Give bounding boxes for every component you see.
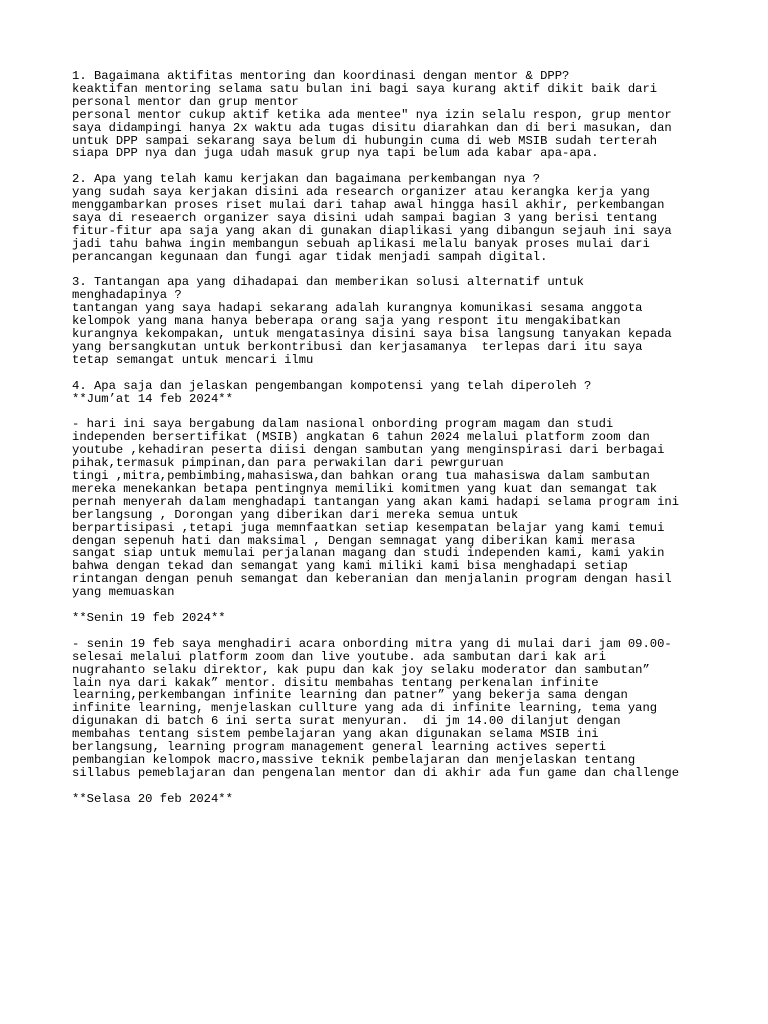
text-line: selesai melalui platform zoom dan live youtube. ada sambutan dari kak ari <box>72 649 606 664</box>
text-line: menggambarkan proses riset mulai dari tahap awal hingga hasil akhir, perkembangan <box>72 198 665 213</box>
text-line: independen bersertifikat (MSIB) angkatan 6 tahun 2024 melalui platform zoom dan <box>72 430 650 445</box>
text-line: digunakan di batch 6 ini serta surat menyuran. di jm 14.00 dilanjut dengan <box>72 714 621 729</box>
text-line: 4. Apa saja dan jelaskan pengembangan kompotensi yang telah diperoleh ? <box>72 378 592 393</box>
text-line: dengan sepenuh hati dan maksimal , Dengan semnagat yang diberikan kami merasa <box>72 533 636 548</box>
text-line: - hari ini saya bergabung dalam nasional onbording program magam dan studi <box>72 417 614 432</box>
heading-senin-19-feb <box>72 612 712 625</box>
text-line: berlangsung , Dorongan yang diberikan dari mereka semua untuk <box>72 507 519 522</box>
text-line: learning,perkembangan infinite learning dan patner” yang bekerja sama dengan <box>72 688 628 703</box>
text-line: yang memuaskan <box>72 585 175 600</box>
paragraph-question-1 <box>72 70 712 160</box>
text-line: kelompok yang mana hanya beberapa orang saja yang respont itu mengakibatkan <box>72 314 621 329</box>
document-page <box>72 70 712 818</box>
text-line: untuk DPP sampai sekarang saya belum di hubungin cuma di web MSIB sudah terterah <box>72 133 658 148</box>
text-line: perancangan kegunaan dan fungi agar tidak menjadi sampah digital. <box>72 249 548 264</box>
text-line: sangat siap untuk memulai perjalanan magang dan studi independen kami, kami yakin <box>72 546 665 561</box>
text-line: rintangan dengan penuh semangat dan keberanian dan menjalanin program dengan hasil <box>72 572 672 587</box>
text-line: pembangian kelompok macro,massive teknik pembelajaran dan menjelaskan tentang <box>72 752 636 767</box>
text-line: personal mentor cukup aktif ketika ada mentee" nya izin selalu respon, grup mentor <box>72 107 672 122</box>
text-line: **Jum’at 14 feb 2024** <box>72 391 233 406</box>
text-line: saya di reseaerch organizer saya disini udah sampai bagian 3 yang berisi tentang <box>72 210 658 225</box>
paragraph-question-2 <box>72 173 712 263</box>
text-line: **Senin 19 feb 2024** <box>72 610 226 625</box>
text-line: tantangan yang saya hadapi sekarang adalah kurangnya komunikasi sesama anggota <box>72 301 643 316</box>
paragraph-entry-19-feb <box>72 638 712 780</box>
heading-selasa-20-feb <box>72 793 712 806</box>
text-line: sillabus pemeblajaran dan pengenalan mentor dan di akhir ada fun game dan challenge <box>72 765 680 780</box>
text-line: 1. Bagaimana aktifitas mentoring dan koordinasi dengan mentor & DPP? <box>72 69 570 83</box>
text-line: nugrahanto selaku direktor, kak pupu dan kak joy selaku moderator dan sambutan” <box>72 662 650 677</box>
text-line: **Selasa 20 feb 2024** <box>72 791 233 806</box>
text-line: pernah menyerah dalam menghadapi tantangan yang akan kami hadapi selama program ini <box>72 494 680 509</box>
paragraph-entry-14-feb <box>72 418 712 599</box>
text-line: - senin 19 feb saya menghadiri acara onbording mitra yang di mulai dari jam 09.00- <box>72 636 672 651</box>
text-line: jadi tahu bahwa ingin membangun sebuah aplikasi melalu banyak proses mulai dari <box>72 236 650 251</box>
text-line: berpartisipasi ,tetapi juga memnfaatkan setiap kesempatan belajar yang kami temui <box>72 520 665 535</box>
text-line: tetap semangat untuk mencari ilmu <box>72 352 314 367</box>
text-line: youtube ,kehadiran peserta diisi dengan sambutan yang menginspirasi dari berbagai <box>72 443 665 458</box>
text-line: menghadapinya ? <box>72 288 182 303</box>
text-line: membahas tentang sistem pembelajaran yang akan digunakan selama MSIB ini <box>72 727 599 742</box>
text-line: lain nya dari kakak” mentor. disitu membahas tentang perkenalan infinite <box>72 675 599 690</box>
text-line: 3. Tantangan apa yang dihadapai dan memberikan solusi alternatif untuk <box>72 275 584 290</box>
text-line: saya didampingi hanya 2x waktu ada tugas disitu diarahkan dan di beri masukan, dan <box>72 120 672 135</box>
text-line: infinite learning, menjelaskan cullture yang ada di infinite learning, tema yang <box>72 701 658 716</box>
text-line: 2. Apa yang telah kamu kerjakan dan bagaimana perkembangan nya ? <box>72 172 541 187</box>
text-line: bahwa dengan tekad dan semangat yang kami miliki kami bisa menghadapi setiap <box>72 559 628 574</box>
text-line: yang bersangkutan untuk berkontribusi dan kerjasamanya terlepas dari itu saya <box>72 340 643 354</box>
text-line: keaktifan mentoring selama satu bulan ini bagi saya kurang aktif dikit baik dari <box>72 81 658 96</box>
text-line: personal mentor dan grup mentor <box>72 94 299 109</box>
paragraph-question-3 <box>72 276 712 366</box>
text-line: siapa DPP nya dan juga udah masuk grup nya tapi belum ada kabar apa-apa. <box>72 146 599 161</box>
text-line: mereka menekankan betapa pentingnya memiliki komitmen yang kuat dan semangat tak <box>72 481 658 496</box>
text-line: tingi ,mitra,pembimbing,mahasiswa,dan bahkan orang tua mahasiswa dalam sambutan <box>72 469 650 484</box>
text-line: berlangsung, learning program management general learning actives seperti <box>72 740 606 755</box>
text-line: pihak,termasuk pimpinan,dan para perwakilan dari pewrguruan <box>72 456 504 471</box>
text-line: yang sudah saya kerjakan disini ada research organizer atau kerangka kerja yang <box>72 185 650 200</box>
text-line: fitur-fitur apa saja yang akan di gunakan diaplikasi yang dibangun sejauh ini saya <box>72 223 672 238</box>
paragraph-question-4 <box>72 380 712 406</box>
text-line: kurangnya kekompakan, untuk mengatasinya disini saya bisa langsung tanyakan kepada <box>72 327 672 342</box>
